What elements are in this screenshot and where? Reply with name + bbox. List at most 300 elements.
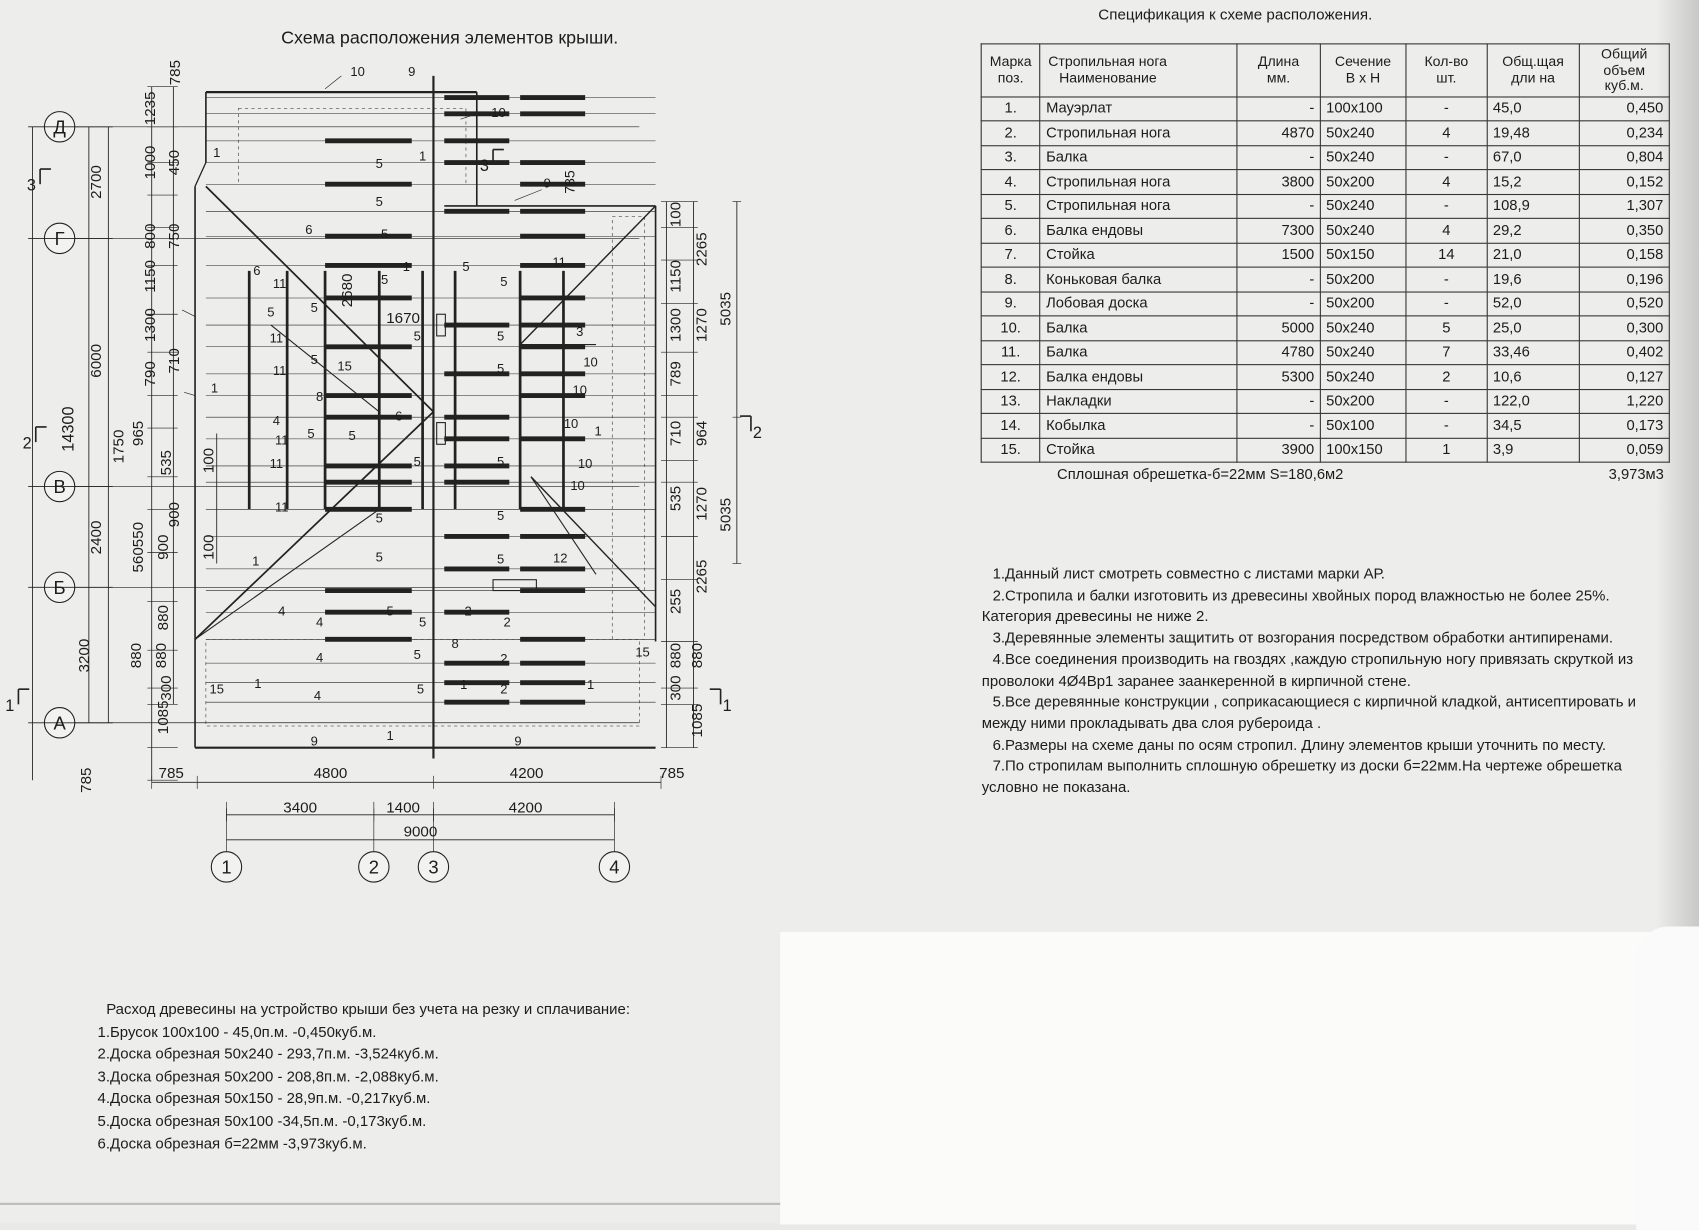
dimension-label: 535 — [158, 450, 176, 476]
leader-line — [182, 310, 195, 317]
spec-cell-mark: 6. — [981, 218, 1040, 242]
element-mark: 5 — [310, 300, 318, 316]
dimension-label: 2265 — [693, 559, 711, 594]
dimension-label: 3400 — [283, 799, 318, 817]
element-mark: 10 — [570, 477, 585, 493]
axis-bubble-1-label: Г — [54, 227, 65, 249]
spec-cell-mark: 9. — [981, 291, 1040, 315]
dimension-label: 1400 — [386, 799, 420, 817]
spec-cell-section: 50х200 — [1320, 267, 1406, 291]
spec-cell-volume: 0,520 — [1579, 291, 1669, 315]
dimension-label: 100 — [667, 201, 685, 228]
element-mark: 9 — [310, 733, 318, 749]
spec-cell-section: 50х200 — [1320, 170, 1406, 194]
dimension-label: 1085 — [154, 700, 172, 735]
element-mark: 5 — [375, 549, 383, 565]
axis-bubble-2-label: В — [53, 476, 66, 498]
dimension-label: 785 — [78, 767, 96, 793]
leader-line — [325, 76, 341, 89]
header-section: Сечение В х Н — [1320, 44, 1406, 97]
element-mark: 5 — [381, 226, 389, 242]
note-item: 7.По стропилам выполнить сплошную обрешетку из доски б=22мм.На чертеже обрешетка условно не показана. — [981, 757, 1622, 796]
page-edge-curl — [1636, 926, 1699, 1229]
spec-cell-total: 34,5 — [1487, 413, 1579, 437]
element-mark: 11 — [274, 499, 289, 515]
element-mark: 15 — [635, 644, 650, 660]
header-qty: Кол-во шт. — [1406, 44, 1487, 97]
dimension-label: 1150 — [141, 260, 159, 293]
dimension-label: 1300 — [141, 308, 159, 342]
spec-cell-total: 19,48 — [1487, 121, 1579, 145]
dimension-label: 6000 — [87, 343, 105, 378]
axis-bubble-3-label: Б — [53, 576, 66, 598]
spec-cell-total: 45,0 — [1487, 96, 1579, 120]
spec-cell-total: 67,0 — [1487, 145, 1579, 169]
note-item: 5.Все деревянные конструкции , соприкасающиеся с кирпичной кладкой, антисептировать и между ними прокладывать два слоя рубероида . — [981, 693, 1636, 732]
dimension-label: 4200 — [509, 765, 544, 783]
spec-cell-section: 50х150 — [1320, 243, 1406, 267]
header-name: Стропильная нога Наименование — [1040, 44, 1237, 97]
dimension-label: 3200 — [75, 638, 93, 673]
spec-row — [981, 340, 1669, 364]
element-mark: 5 — [418, 614, 427, 630]
spec-cell-total: 52,0 — [1487, 291, 1579, 315]
spec-row — [981, 365, 1669, 389]
spec-cell-total: 25,0 — [1487, 316, 1579, 340]
element-mark: 9 — [543, 175, 551, 191]
element-mark: 5 — [307, 425, 315, 441]
spec-cell-length: 4870 — [1237, 121, 1320, 145]
spec-cell-mark: 1. — [981, 96, 1040, 120]
drawing-title: Схема расположения элементов крыши. — [281, 28, 619, 48]
element-mark: 5 — [413, 453, 421, 469]
axis-number-2-label: 3 — [428, 856, 439, 878]
dimension-label: 1000 — [141, 145, 159, 180]
spec-cell-section: 100х150 — [1320, 438, 1406, 462]
dimension-label: 964 — [693, 420, 711, 447]
element-mark: 9 — [514, 733, 522, 749]
spec-cell-mark: 4. — [981, 170, 1040, 194]
spec-total-label: Сплошная обрешетка-б=22мм S=180,6м2 — [981, 462, 1579, 486]
dimension-label: 300 — [667, 675, 685, 701]
spec-row — [981, 218, 1669, 242]
dimension-label: 535 — [667, 485, 685, 512]
element-mark: 1 — [213, 145, 221, 161]
element-mark: 5 — [462, 258, 470, 274]
element-mark: 10 — [583, 354, 598, 370]
element-mark: 15 — [209, 681, 224, 697]
dimension-label: 4200 — [508, 799, 543, 817]
element-mark: 5 — [348, 427, 356, 443]
element-mark: 1 — [252, 553, 260, 569]
spec-row — [981, 170, 1669, 194]
spec-cell-total: 10,6 — [1487, 365, 1579, 389]
spec-cell-qty: - — [1406, 96, 1487, 120]
header-length: Длина мм. — [1237, 44, 1320, 97]
spec-cell-length: 5300 — [1237, 365, 1320, 389]
element-mark: 5 — [267, 304, 275, 320]
spec-cell-total: 21,0 — [1487, 243, 1579, 267]
element-mark: 5 — [386, 603, 394, 619]
dimension-label: 965 — [130, 420, 148, 447]
spec-cell-qty: - — [1406, 194, 1487, 218]
spec-cell-name: Балка — [1040, 340, 1237, 364]
spec-cell-mark: 14. — [981, 413, 1040, 437]
spec-cell-mark: 15. — [981, 438, 1040, 462]
note-item: 6.Размеры на схеме даны по осям стропил. Длину элементов крыши уточнить по месту. — [992, 736, 1606, 753]
spec-cell-volume: 0,059 — [1579, 438, 1669, 462]
spec-cell-volume: 0,804 — [1579, 145, 1669, 169]
consumption-item: 5.Доска обрезная 50х100 -34,5п.м. -0,173куб.м. — [97, 1112, 427, 1130]
element-mark: 1 — [586, 677, 595, 693]
spec-total-row — [981, 462, 1669, 486]
spec-row — [981, 316, 1669, 340]
spec-cell-section: 50х240 — [1320, 194, 1406, 218]
axis-bubble-4-label: А — [53, 712, 66, 734]
spec-cell-volume: 0,350 — [1579, 218, 1669, 242]
spec-cell-mark: 8. — [981, 267, 1040, 291]
element-mark: 3 — [576, 323, 584, 339]
element-mark: 5 — [497, 360, 505, 376]
element-mark: 5 — [413, 646, 421, 662]
spec-cell-name: Стойка — [1040, 243, 1237, 267]
dimension-label: 300 — [158, 675, 176, 701]
spec-cell-mark: 12. — [981, 365, 1040, 389]
header-total-length: Общ.щая дли на — [1487, 44, 1579, 97]
header-mark: Марка поз. — [981, 44, 1040, 97]
dimension-label: 1150 — [667, 260, 685, 293]
element-mark: 5 — [497, 508, 505, 524]
spec-cell-length: 3900 — [1237, 438, 1320, 462]
dimension-label: 1750 — [110, 429, 128, 464]
element-mark: 5 — [497, 453, 505, 469]
dimension-label: 710 — [165, 348, 183, 374]
spec-cell-qty: 4 — [1406, 170, 1487, 194]
element-mark: 4 — [278, 603, 286, 619]
header-volume: Общий объем куб.м. — [1579, 44, 1669, 97]
spec-cell-total: 108,9 — [1487, 194, 1579, 218]
element-mark: 11 — [269, 456, 284, 472]
spec-cell-name: Стропильная нога — [1040, 170, 1237, 194]
element-mark: 9 — [408, 63, 416, 79]
spec-cell-length: 4780 — [1237, 340, 1320, 364]
section-mark-label: 3 — [26, 176, 36, 195]
element-mark: 11 — [269, 330, 284, 346]
dimension-label: 880 — [152, 642, 170, 669]
spec-cell-section: 50х240 — [1320, 365, 1406, 389]
element-mark: 1 — [210, 380, 219, 396]
wood-consumption-block — [98, 999, 770, 1155]
spec-cell-volume: 0,196 — [1579, 267, 1669, 291]
element-mark: 2 — [464, 603, 472, 619]
spec-cell-name: Балка — [1040, 316, 1237, 340]
node-box — [437, 423, 446, 445]
element-mark: 4 — [313, 688, 322, 704]
spec-cell-volume: 0,450 — [1579, 96, 1669, 120]
element-mark: 4 — [272, 412, 280, 428]
dimension-label: 2265 — [693, 232, 711, 267]
dimension-label: 789 — [667, 361, 685, 387]
spec-cell-mark: 2. — [981, 121, 1040, 145]
section-mark-label: 1 — [5, 696, 15, 715]
spec-header-row — [981, 44, 1669, 97]
element-mark: 5 — [416, 681, 425, 697]
dimension-label: 1300 — [667, 308, 685, 342]
dimension-label: 14300 — [59, 406, 78, 452]
element-mark: 6 — [253, 263, 261, 279]
dimension-label: 880 — [667, 642, 685, 669]
dimension-label: 710 — [667, 420, 685, 447]
spec-cell-volume: 0,152 — [1579, 170, 1669, 194]
spec-title: Спецификация к схеме расположения. — [1098, 5, 1373, 23]
spec-cell-volume: 1,307 — [1579, 194, 1669, 218]
element-mark: 5 — [500, 274, 508, 290]
section-mark-label: 1 — [722, 696, 732, 715]
spec-cell-section: 50х240 — [1320, 218, 1406, 242]
element-mark: 5 — [413, 328, 421, 344]
spec-cell-name: Коньковая балка — [1040, 267, 1237, 291]
spec-cell-length: - — [1237, 291, 1320, 315]
note-item: 1.Данный лист смотреть совместно с листами марки АР. — [992, 565, 1385, 582]
element-mark: 2 — [500, 681, 508, 697]
note-item: 3.Деревянные элементы защитить от возгорания посредством обработки антипиренами. — [992, 629, 1614, 646]
element-mark: 10 — [563, 416, 579, 432]
dimension-label: 1670 — [386, 309, 420, 327]
spec-cell-qty: - — [1406, 145, 1487, 169]
spec-cell-volume: 1,220 — [1579, 389, 1669, 413]
specification-table — [981, 43, 1670, 486]
spec-cell-qty: 1 — [1406, 438, 1487, 462]
spec-cell-length: 7300 — [1237, 218, 1320, 242]
spec-cell-section: 50х240 — [1320, 145, 1406, 169]
spec-cell-name: Мауэрлат — [1040, 96, 1237, 120]
element-mark: 5 — [375, 155, 383, 171]
dimension-label: 4800 — [313, 765, 348, 783]
spec-row — [981, 267, 1669, 291]
spec-row — [981, 413, 1669, 437]
spec-cell-length: - — [1237, 267, 1320, 291]
spec-cell-section: 50х240 — [1320, 316, 1406, 340]
dimension-label: 880 — [154, 605, 172, 631]
dimension-label: 785 — [166, 59, 184, 86]
spec-cell-total: 3,9 — [1487, 438, 1579, 462]
dimension-label: 560550 — [130, 521, 148, 573]
spec-cell-length: - — [1237, 413, 1320, 437]
spec-cell-name: Стойка — [1040, 438, 1237, 462]
spec-row — [981, 243, 1669, 267]
section-mark-label: 2 — [22, 434, 32, 453]
spec-cell-section: 50х240 — [1320, 340, 1406, 364]
dimension-label: 450 — [165, 149, 183, 176]
spec-cell-section: 50х200 — [1320, 389, 1406, 413]
element-mark: 15 — [337, 358, 352, 374]
element-mark: 1 — [460, 677, 468, 693]
consumption-item: 2.Доска обрезная 50х240 - 293,7п.м. -3,524куб.м. — [97, 1045, 439, 1063]
spec-cell-name: Балка ендовы — [1040, 365, 1237, 389]
note-item: 2.Стропила и балки изготовить из древесины хвойных пород влажностью не более 25%. Категория древесины не ниже 2. — [981, 586, 1610, 625]
consumption-item: 6.Доска обрезная б=22мм -3,973куб.м. — [97, 1135, 367, 1152]
axis-number-0-label: 1 — [221, 856, 232, 878]
dimension-label: 255 — [667, 588, 685, 615]
element-mark: 1 — [386, 728, 394, 744]
spec-cell-volume: 0,300 — [1579, 316, 1669, 340]
dimension-label: 1270 — [693, 487, 711, 521]
element-mark: 4 — [316, 650, 324, 666]
spec-total-volume: 3,973м3 — [1579, 462, 1669, 486]
spec-cell-volume: 0,173 — [1579, 413, 1669, 437]
dimension-label: 2400 — [87, 520, 105, 555]
spec-cell-length: - — [1237, 145, 1320, 169]
element-mark: 10 — [491, 105, 506, 121]
inner-wall-dashed — [238, 108, 466, 184]
element-mark: 5 — [375, 510, 383, 526]
dimension-label: 880 — [689, 642, 707, 669]
dimension-label: 900 — [154, 534, 172, 560]
consumption-title: Расход древесины на устройство крыши без учета на резку и сплачивание: — [106, 1001, 630, 1018]
spec-cell-name: Лобовая доска — [1040, 291, 1237, 315]
dimension-label: 785 — [561, 170, 578, 194]
element-mark: 2 — [500, 651, 508, 667]
element-mark: 8 — [316, 388, 324, 404]
consumption-item: 1.Брусок 100х100 - 45,0п.м. -0,450куб.м. — [97, 1023, 377, 1040]
spec-cell-name: Кобылка — [1040, 413, 1237, 437]
element-mark: 11 — [552, 254, 566, 270]
element-mark: 1 — [594, 423, 602, 439]
blank-area — [780, 932, 1699, 1225]
spec-row — [981, 145, 1669, 169]
spec-cell-qty: 5 — [1406, 316, 1487, 340]
dimension-label: 785 — [158, 765, 184, 783]
element-mark: 10 — [350, 63, 365, 79]
element-mark: 1 — [254, 676, 262, 692]
section-mark-label: 2 — [752, 423, 762, 442]
axis-number-1-label: 2 — [368, 856, 379, 878]
spec-cell-mark: 10. — [981, 316, 1040, 340]
spec-cell-length: - — [1237, 96, 1320, 120]
element-mark: 2 — [503, 614, 511, 630]
element-mark: 11 — [272, 276, 287, 292]
spec-cell-total: 29,2 — [1487, 218, 1579, 242]
dimension-label: 785 — [659, 765, 685, 783]
spec-cell-name: Стропильная нога — [1040, 121, 1237, 145]
spec-cell-name: Балка — [1040, 145, 1237, 169]
element-mark: 5 — [375, 193, 383, 209]
axis-bubble-0-label: Д — [53, 116, 66, 138]
spec-cell-total: 33,46 — [1487, 340, 1579, 364]
element-mark: 11 — [272, 362, 287, 378]
spec-row — [981, 96, 1669, 120]
consumption-item: 4.Доска обрезная 50х150 - 28,9п.м. -0,217куб.м. — [97, 1090, 431, 1107]
spec-cell-volume: 0,234 — [1579, 121, 1669, 145]
spec-cell-length: 5000 — [1237, 316, 1320, 340]
element-mark: 6 — [395, 408, 403, 424]
spec-cell-qty: 4 — [1406, 218, 1487, 242]
element-mark: 5 — [497, 328, 505, 344]
element-mark: 5 — [497, 551, 505, 567]
spec-cell-qty: 4 — [1406, 121, 1487, 145]
spec-row — [981, 291, 1669, 315]
spec-cell-mark: 5. — [981, 194, 1040, 218]
dimension-label: 100 — [200, 447, 218, 474]
spec-cell-volume: 0,402 — [1579, 340, 1669, 364]
spec-cell-qty: - — [1406, 413, 1487, 437]
dimension-label: 790 — [141, 361, 159, 387]
spec-cell-qty: 7 — [1406, 340, 1487, 364]
spec-row — [981, 121, 1669, 145]
drawing-line — [195, 509, 379, 639]
inner-wall-dashed — [612, 217, 645, 640]
dimension-label: 800 — [141, 223, 159, 249]
spec-cell-name: Балка ендовы — [1040, 218, 1237, 242]
spec-cell-name: Стропильная нога — [1040, 194, 1237, 218]
spec-row — [981, 389, 1669, 413]
spec-cell-total: 19,6 — [1487, 267, 1579, 291]
element-mark: 5 — [310, 352, 318, 368]
spec-cell-mark: 11. — [981, 340, 1040, 364]
dimension-label: 750 — [165, 223, 183, 249]
spec-cell-qty: 2 — [1406, 365, 1487, 389]
leader-line — [184, 392, 195, 395]
element-mark: 10 — [577, 456, 593, 472]
spec-cell-section: 50х100 — [1320, 413, 1406, 437]
element-mark: 8 — [451, 635, 459, 651]
dimension-label: 2680 — [339, 273, 357, 308]
spec-cell-length: - — [1237, 389, 1320, 413]
element-mark: 12 — [552, 550, 568, 566]
dimension-label: 100 — [200, 534, 218, 560]
dimension-label: 900 — [165, 502, 183, 528]
spec-cell-length: - — [1237, 194, 1320, 218]
valley-beam — [195, 412, 433, 640]
roof-plan-drawing — [0, 0, 780, 932]
spec-cell-volume: 0,158 — [1579, 243, 1669, 267]
spec-cell-length: 3800 — [1237, 170, 1320, 194]
dimension-label: 880 — [127, 642, 145, 669]
spec-cell-length: 1500 — [1237, 243, 1320, 267]
dimension-label: 1235 — [141, 91, 159, 126]
spec-cell-section: 50х200 — [1320, 291, 1406, 315]
dimension-label: 5035 — [717, 497, 735, 532]
element-mark: 11 — [274, 432, 289, 448]
dimension-label: 1085 — [689, 703, 707, 738]
element-mark: 6 — [305, 222, 313, 238]
spec-cell-mark: 13. — [981, 389, 1040, 413]
spec-cell-total: 15,2 — [1487, 170, 1579, 194]
dimension-label: 1270 — [693, 308, 711, 342]
spec-cell-qty: - — [1406, 389, 1487, 413]
spec-row — [981, 194, 1669, 218]
spec-cell-section: 100х100 — [1320, 96, 1406, 120]
element-mark: 1 — [418, 148, 427, 164]
element-mark: 4 — [316, 614, 324, 630]
wall-outline — [195, 163, 206, 187]
spec-cell-qty: 14 — [1406, 243, 1487, 267]
dimension-label: 2700 — [87, 165, 105, 199]
note-item: 4.Все соединения производить на гвоздях ,каждую стропильную ногу привязать скруткой из проволоки 4Ø4Вр1 заранее заанкеренной в кирпичной стене. — [981, 651, 1634, 689]
section-mark-label: 3 — [479, 157, 489, 176]
consumption-item: 3.Доска обрезная 50х200 - 208,8п.м. -2,088куб.м. — [97, 1068, 439, 1085]
sheet-bottom-border — [0, 1203, 780, 1205]
leader-line — [515, 190, 542, 201]
element-mark: 10 — [572, 382, 587, 398]
spec-cell-total: 122,0 — [1487, 389, 1579, 413]
spec-cell-section: 50х240 — [1320, 121, 1406, 145]
spec-row — [981, 438, 1669, 462]
dimension-label: 9000 — [403, 823, 438, 841]
element-mark: 5 — [381, 271, 389, 287]
dimension-label: 5035 — [717, 291, 735, 326]
spec-cell-volume: 0,127 — [1579, 365, 1669, 389]
